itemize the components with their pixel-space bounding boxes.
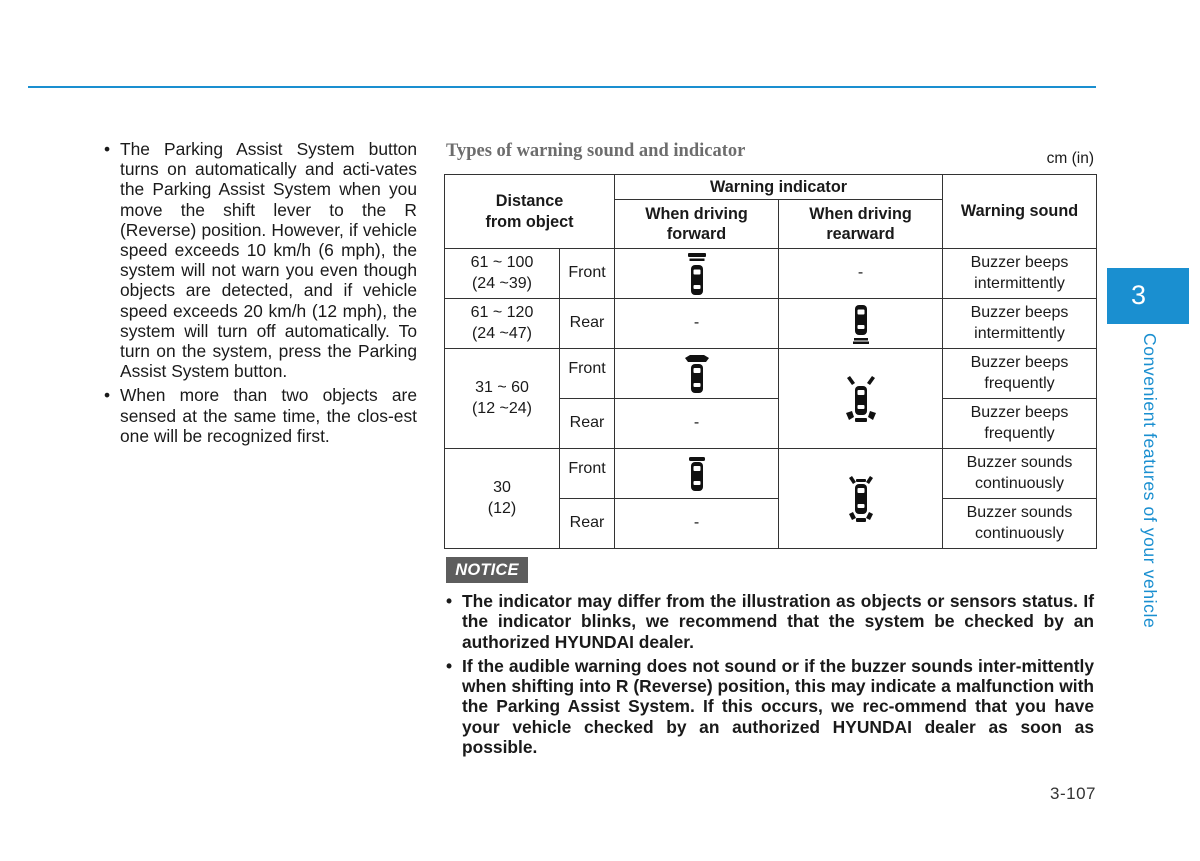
bullet-closest-object: • When more than two objects are sensed at the same time, the clos-est one will be recognized first. <box>103 385 417 446</box>
header-warning-indicator: Warning indicator <box>615 175 943 200</box>
chapter-title-text: Convenient features of your vehicle <box>1140 333 1160 629</box>
notice-item: • If the audible warning does not sound or if the buzzer sounds inter-mittently when shifting into R (Reverse) position, this may indicate a malfunction with the Parking Assist System. If this occurs, we rec-ommend that you have your vehicle checked by an authorized HYUNDAI dealer as soon as possible. <box>446 656 1094 757</box>
sound-cell: Buzzer sounds continuously <box>943 499 1097 549</box>
distance-cell: 61 ~ 120 (24 ~47) <box>445 299 560 349</box>
units-label: cm (in) <box>1046 150 1094 167</box>
position-cell: Rear <box>560 299 615 349</box>
chapter-number: 3 <box>1131 280 1147 310</box>
rearward-indicator-cell <box>779 299 943 349</box>
forward-indicator-cell <box>615 449 779 499</box>
rearward-indicator-cell <box>779 449 943 549</box>
sound-cell: Buzzer beeps intermittently <box>943 299 1097 349</box>
rearward-indicator-cell: - <box>779 249 943 299</box>
position-cell: Rear <box>560 499 615 549</box>
page-number: 3-107 <box>1050 784 1096 803</box>
table-row <box>445 249 1097 299</box>
car-front-near-icon <box>686 456 708 492</box>
bullet-auto-activation: • The Parking Assist System button turns on automatically and acti-vates the Parking Assist System when you move the shift lever to the R (Reverse) position. However, if vehicle speed exceeds 10 km/h (6 mph), the system will not warn you even though objects are detected, and if vehicle speed exceeds 20 km/h (12 mph), the system will turn off automatically. To turn on the system, press the Parking Assist System button. <box>103 139 417 381</box>
section-heading: Types of warning sound and indicator <box>446 141 746 161</box>
car-front-mid-icon <box>684 354 710 394</box>
header-warning-sound: Warning sound <box>943 175 1097 249</box>
sound-cell: Buzzer beeps intermittently <box>943 249 1097 299</box>
sound-cell: Buzzer sounds continuously <box>943 449 1097 499</box>
header-forward: When driving forward <box>615 200 779 249</box>
top-rule <box>28 86 1096 88</box>
table-row <box>445 299 1097 349</box>
notice-item: • The indicator may differ from the illustration as objects or sensors status. If the indicator blinks, we recommend that the system be checked by an authorized HYUNDAI dealer. <box>446 591 1094 652</box>
chapter-title <box>1139 333 1161 629</box>
forward-indicator-cell: - <box>615 399 779 449</box>
rearward-indicator-cell <box>779 349 943 449</box>
distance-cell: 30 (12) <box>445 449 560 549</box>
warning-table <box>444 174 1097 549</box>
car-rear-mid-icon <box>844 375 878 423</box>
table-row <box>445 449 1097 499</box>
table-row <box>445 349 1097 399</box>
left-column <box>103 139 417 450</box>
position-cell: Front <box>560 449 615 499</box>
distance-cell: 61 ~ 100 (24 ~39) <box>445 249 560 299</box>
forward-indicator-cell <box>615 349 779 399</box>
header-distance: Distance from object <box>445 175 615 249</box>
sound-cell: Buzzer beeps frequently <box>943 399 1097 449</box>
car-rear-far-icon <box>852 304 870 344</box>
notice-badge: NOTICE <box>446 557 528 583</box>
car-all-near-icon <box>846 474 876 524</box>
position-cell: Front <box>560 349 615 399</box>
header-rearward: When driving rearward <box>779 200 943 249</box>
position-cell: Rear <box>560 399 615 449</box>
distance-cell: 31 ~ 60 (12 ~24) <box>445 349 560 449</box>
sound-cell: Buzzer beeps frequently <box>943 349 1097 399</box>
notice-list <box>446 591 1094 761</box>
car-front-far-icon <box>686 252 708 296</box>
forward-indicator-cell: - <box>615 299 779 349</box>
forward-indicator-cell <box>615 249 779 299</box>
forward-indicator-cell: - <box>615 499 779 549</box>
position-cell: Front <box>560 249 615 299</box>
chapter-tab[interactable] <box>1107 268 1189 324</box>
